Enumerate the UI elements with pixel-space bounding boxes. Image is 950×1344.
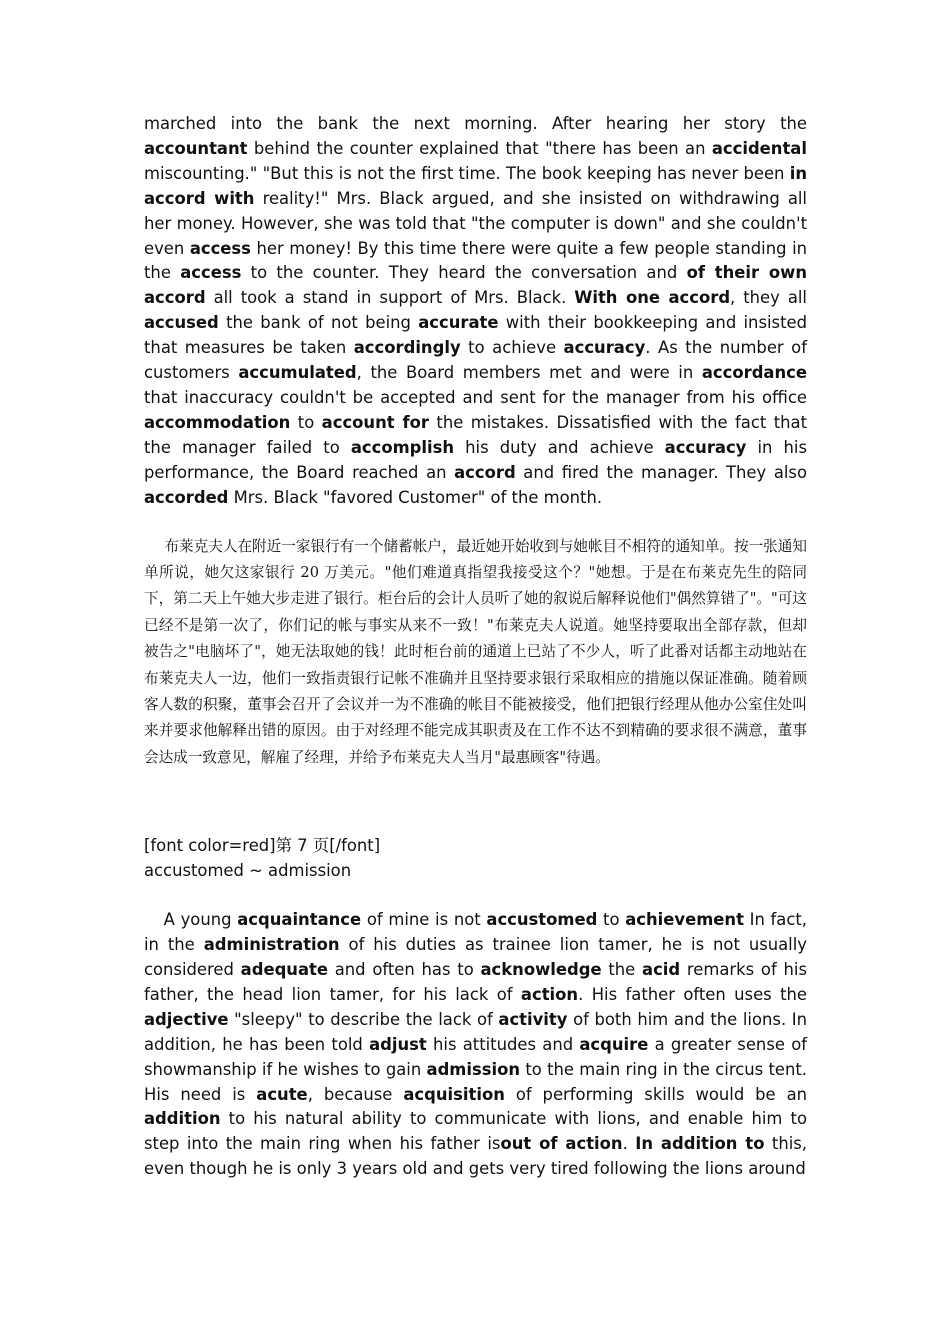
text-run: a greater sense of showmanship if he wishes to gain: [144, 1034, 807, 1079]
vocab-term: administration: [203, 935, 340, 955]
vocab-term: access: [189, 238, 251, 258]
text-run: In fact, in the: [144, 910, 808, 955]
text-run: to his natural ability to communicate with lions, and enable him to step into the main ring when his father is: [144, 1109, 807, 1154]
english-paragraph-accord: [144, 112, 807, 511]
text-run: . His father often uses the: [578, 984, 807, 1004]
text-run: of both him and the lions. In addition, he has been told: [144, 1009, 807, 1054]
vocab-term: In addition to: [635, 1134, 765, 1154]
text-run: the mistakes. Dissatisfied with the fact that the manager failed to: [144, 412, 808, 457]
vocab-term: admission: [426, 1059, 521, 1079]
english-paragraph-admission: [144, 908, 807, 1182]
vocab-term: accommodation: [144, 412, 291, 432]
vocab-term: adjust: [369, 1034, 427, 1054]
text-run: his attitudes and: [426, 1034, 580, 1054]
text-run: to: [290, 412, 322, 432]
text-run: of mine is not: [361, 910, 487, 930]
text-run: to the counter. They heard the conversation and: [241, 263, 687, 283]
vocab-term: accurate: [418, 313, 499, 333]
vocab-term: accordance: [701, 363, 807, 383]
text-run: miscounting." "But this is not the first time. The book keeping has never been: [144, 163, 790, 183]
vocab-term: account for: [321, 412, 429, 432]
text-run: and often has to: [327, 959, 481, 979]
text-run: his duty and achieve: [454, 437, 665, 457]
vocab-term: accused: [144, 313, 219, 333]
vocab-term: acquaintance: [237, 910, 362, 930]
vocab-term: accorded: [144, 487, 229, 507]
vocab-term: accidental: [711, 138, 807, 158]
vocab-term: accord: [454, 462, 516, 482]
text-run: of performing skills would be an: [504, 1084, 808, 1104]
page-marker-text: [font color=red]第 7 页[/font]: [144, 836, 381, 856]
vocab-term: achievement: [625, 910, 744, 930]
text-run: , they all: [730, 288, 807, 308]
vocab-term: acquisition: [403, 1084, 505, 1104]
text-run: with their bookkeeping and insisted that measures be taken: [144, 313, 807, 358]
text-run: this, even though he is only 3 years old and gets very tired following the lions around: [144, 1134, 808, 1179]
text-run: marched into the bank the next morning. After hearing her story the: [144, 114, 807, 133]
vocab-term: in accord with: [144, 163, 807, 208]
text-run: Mrs. Black "favored Customer" of the month.: [228, 487, 603, 507]
document-page: [144, 112, 807, 1182]
chinese-translation-paragraph: 布莱克夫人在附近一家银行有一个储蓄帐户，最近她开始收到与她帐目不相符的通知单。按一张通知单所说，她欠这家银行 20 万美元。"他们难道真指望我接受这个？"她想。于是在布莱克先生的陪同下，第二天上午她大步走进了银行。柜台后的会计人员听了她的叙说后解释说他们"偶然算错了"。"可这已经不是第一次了，你们记的帐与事实从来不一致！"布莱克夫人说道。她坚持要取出全部存款，但却被告之"电脑坏了"，她无法取她的钱！此时柜台前的通道上已站了不少人，听了此番对话都主动地站在布莱克夫人一边，他们一致指责银行记帐不准确并且坚持要求银行采取相应的措施以保证准确。随着顾客人数的积聚，董事会召开了会议并一为不准确的帐目不能被接受，他们把银行经理从他办公室住处叫来并要求他解释出错的原因。由于对经理不能完成其职责及在工作不达不到精确的要求很不满意，董事会达成一致意见，解雇了经理，并给予布莱克夫人当月"最惠顾客"待遇。: [144, 537, 807, 766]
text-run: the bank of not being: [218, 313, 419, 333]
text-run: the: [601, 959, 643, 979]
vocab-term: accuracy: [563, 338, 646, 358]
text-run: that inaccuracy couldn't be accepted and sent for the manager from his office: [144, 387, 807, 407]
text-run: to: [597, 910, 626, 930]
text-run: all took a stand in support of Mrs. Black.: [205, 288, 575, 308]
text-run: her money! By this time there were quite a few people standing in the: [144, 238, 808, 283]
text-run: .: [622, 1134, 636, 1154]
vocab-term: activity: [498, 1009, 568, 1029]
vocab-term: acute: [256, 1084, 308, 1104]
vocab-term: accumulated: [238, 363, 357, 383]
text-run: of his duties as trainee lion tamer, he is not usually considered: [144, 935, 807, 979]
text-run: in his performance, the Board reached an: [144, 437, 807, 482]
vocab-term: With one accord: [574, 288, 731, 308]
vocab-term: acquire: [579, 1034, 649, 1054]
section-header-block: [144, 833, 807, 883]
vocab-term: adequate: [240, 959, 328, 979]
vocab-term: of their own accord: [144, 263, 807, 308]
vocab-term: accustomed: [486, 910, 598, 930]
vocab-term: access: [180, 263, 242, 283]
text-run: to the main ring in the circus tent. His need is: [144, 1059, 807, 1104]
text-run: remarks of his father, the head lion tamer, for his lack of: [144, 959, 807, 1004]
text-run: A young: [163, 910, 238, 930]
vocab-term: addition: [144, 1109, 221, 1129]
text-run: , because: [307, 1084, 404, 1104]
text-run: to achieve: [460, 338, 564, 358]
vocab-term: accordingly: [353, 338, 461, 358]
text-run: . As the number of customers: [144, 338, 807, 383]
text-run: "sleepy" to describe the lack of: [228, 1009, 499, 1029]
vocab-term: acid: [642, 959, 681, 979]
vocab-term: accuracy: [664, 437, 747, 457]
text-run: behind the counter explained that "there has been an: [247, 138, 712, 158]
text-run: reality!" Mrs. Black argued, and she insisted on withdrawing all her money. However, she was told that "the computer is down" and she couldn't even: [144, 188, 807, 258]
vocab-term: acknowledge: [480, 959, 602, 979]
vocab-term: accountant: [144, 138, 248, 158]
vocab-term: accomplish: [350, 437, 455, 457]
text-run: and fired the manager. They also: [515, 462, 807, 482]
vocab-term: out of action: [500, 1134, 623, 1154]
text-run: , the Board members met and were in: [356, 363, 702, 383]
word-range-heading: accustomed ~ admission: [144, 861, 352, 881]
vocab-term: adjective: [144, 1009, 229, 1029]
vocab-term: action: [520, 984, 579, 1004]
